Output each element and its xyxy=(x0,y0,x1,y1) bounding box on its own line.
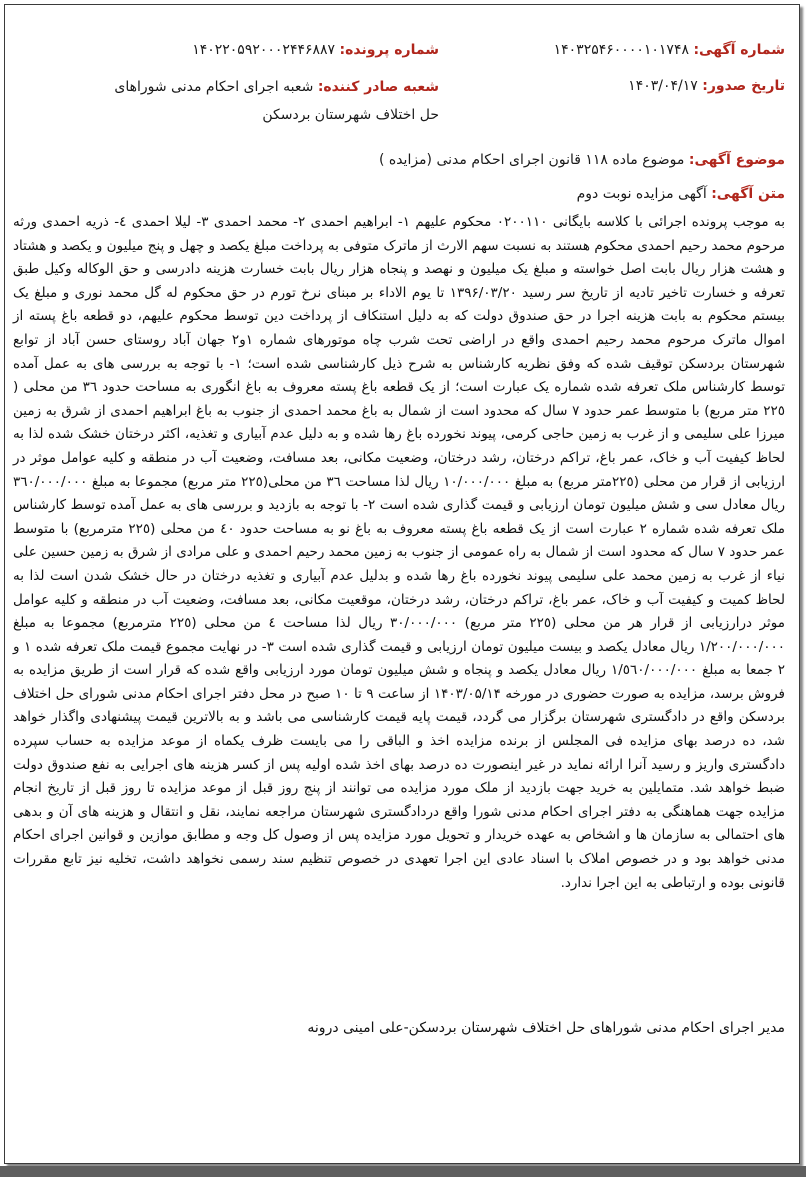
subject-row xyxy=(15,147,785,173)
notice-number-value: ۱۴۰۳۲۵۴۶۰۰۰۰۱۰۱۷۴۸ xyxy=(553,42,689,58)
case-number-value: ۱۴۰۲۲۰۵۹۲۰۰۰۲۴۴۶۸۸۷ xyxy=(192,42,336,58)
case-number-label: شماره پرونده: xyxy=(339,42,439,58)
issuing-branch-label: شعبه صادر کننده: xyxy=(317,79,439,95)
case-number-row xyxy=(192,37,439,63)
issuing-branch-row xyxy=(99,73,439,129)
bottom-bar xyxy=(0,1166,806,1177)
subject-label: موضوع آگهی: xyxy=(688,152,785,168)
notice-frame xyxy=(4,4,800,1164)
notice-number-row xyxy=(554,37,785,63)
text-label: متن آگهی: xyxy=(711,186,785,202)
issuing-branch-value: شعبه اجرای احکام مدنی شوراهای حل اختلاف شهرستان بردسکن xyxy=(114,79,439,123)
signature: مدیر اجرای احکام مدنی شوراهای حل اختلاف شهرستان بردسکن-علی امینی درونه xyxy=(307,1020,785,1036)
subject-value: موضوع ماده ۱۱۸ قانون اجرای احکام مدنی (مزایده ) xyxy=(378,152,685,168)
notice-body: به موجب پرونده اجرائی با کلاسه بایگانی ۰۲۰۰۱۱۰ محکوم علیهم ۱- ابراهیم احمدی ۲- محمد احمدی ۳- لیلا احمدی ٤- ذریه احمدی ورثه مرحوم محمد رحیم احمدی محکوم هستند به نسبت سهم الارث از ماترک متوفی به پرداخت مبلغ یکصد و چهل و پنج میلیون و یکصد و هشتاد و هشت هزار ریال بابت اصل خواسته و مبلغ یک میلیون و نهصد و پنجاه هزار ریال بابت خسارت هزینه دادرسی و حق الوکاله وکیل طبق تعرفه و خسارت تاخیر تادیه از تاریخ سر رسید ۱۳۹۶/۰۳/۲۰ تا یوم الاداء بر مبنای نرخ تورم در حق محکوم له گل محمد نوری و مبلغ یک بیستم محکوم به بابت هزینه اجرا در حق صندوق دولت که به دلیل استنکاف از پرداخت دین توسط محکوم علیهم، دو قطعه باغ پسته از اموال ماترک مرحوم محمد رحیم احمدی واقع در اراضی تحت شرب چاه موتورهای شماره ۱و۲ جهان آباد روستای حسن آباد از توابع شهرستان بردسکن توقیف شده که وفق نظریه کارشناس به شرح ذیل کارشناسی شده است؛ ۱- با توجه به بررسی های به عمل آمده توسط کارشناس ملک تعرفه شده شماره یک عبارت است؛ از یک قطعه باغ پسته معروف به باغ انگوری به مساحت حدود ٣٦ من محلی ( ٢٢٥ متر مربع) با متوسط عمر حدود ۷ سال که محدود است از شمال به باغ محمد احمدی از جنوب به باغ ابراهیم احمدی از شرق به زمین میرزا علی سلیمی و از غرب به زمین حاجی کرمی، پیوند نخورده باغ رها شده و به دلیل عدم آبیاری و تغذیه، اکثر درختان خشک شده لذا به لحاظ کیفیت آب و خاک، عمر باغ، تراکم درختان، رشد درختان، وضعیت مکانی، بعد مسافت، وضعیت آب در منطقه و کلیه عوامل موثر در ارزیابی از قرار من محلی (٢٢٥متر مربع) به مبلغ ۱۰/۰۰۰/۰۰۰ ریال لذا مساحت ٣٦ من محلی(٢٢٥ متر مربع) مجموعا به مبلغ ٣٦٠/٠٠٠/٠٠٠ ریال معادل سی و شش میلیون تومان ارزیابی و قیمت گذاری شده است ۲- با توجه به بازدید و بررسی های به عمل آمده توسط کارشناس ملک تعرفه شده شماره ۲ عبارت است از یک قطعه باغ پسته معروف به باغ نو به مساحت حدود ٤٠ من محلی (٢٢٥ مترمربع) با متوسط عمر حدود ۷ سال که محدود است از شمال به راه عمومی از جنوب به زمین محمد رحیم احمدی و علی مرادی از شرق به زمین حسین علی نیاء از غرب به زمین محمد علی سلیمی پیوند نخورده باغ رها شده و بدلیل عدم آبیاری و تغذیه درختان در حال خشک شدن است لذا به لحاظ کمیت و کیفیت آب و خاک، عمر باغ، تراکم درختان، رشد درختان، موقعیت مکانی، بعد مسافت، وضعیت آب در منطقه و کلیه عوامل موثر درارزیابی از قرار هر من محلی (٢٢٥ متر مربع) ٣٠/٠٠٠/٠٠٠ ریال لذا مساحت ٤ من محلی (٢٢٥ مترمربع) مجموعا به مبلغ ١/٢٠٠/٠٠٠/٠٠٠ ریال معادل یکصد و بیست میلیون تومان ارزیابی و قیمت گذاری شده است ۳- در نهایت مجموع قیمت ملک تعرفه شده ۱ و ۲ جمعا به مبلغ ١/٥٦٠/٠٠٠/٠٠٠ ریال معادل یکصد و پنجاه و شش میلیون تومان مورد ارزیابی واقع شده که قرار است از طریق مزایده به فروش برسد، مزایده به صورت حضوری در مورخه ۱۴۰۳/۰۵/۱۴ از ساعت ۹ تا ۱۰ صبح در محل دفتر اجرای احکام مدنی شورای حل اختلاف بردسکن واقع در دادگستری شهرستان برگزار می گردد، قیمت پایه قیمت کارشناسی می باشد و به بالاترین قیمت پیشنهادی واگذار خواهد شد، ده درصد بهای مزایده فی المجلس از برنده مزایده اخذ و الباقی را می بایست ظرف یکماه از موعد مزایده به حساب سپرده دادگستری واریز و رسید آنرا ارائه نماید در غیر اینصورت ده درصد بهای اخذ شده اولیه پس از کسر هزینه های اجرایی به نفع صندوق دولت ضبط خواهد شد. متمایلین به خرید جهت بازدید از ملک مورد مزایده می توانند از پنج روز قبل از موعد مزایده تا روز قبل از تاریخ انجام مزایده جهت هماهنگی به دفتر اجرای احکام مدنی شورا واقع دردادگستری شهرستان مراجعه نمایند، نقل و انتقال و هزینه های آن و بدهی های احتمالی به سازمان ها و اشخاص به عهده خریدار و تحویل مورد مزایده پس از وصول کل وجه و مطابق موازین و قوانین اجرای احکام مدنی خواهد بود و در خصوص املاک با اسناد عادی این اجرا تعهدی در خصوص تنظیم سند رسمی نخواهد داشت، تخلیه نیز تابع مقررات قانونی بوده و ارتباطی به این اجرا ندارد. xyxy=(13,214,786,891)
text-title: آگهی مزایده نوبت دوم xyxy=(576,186,707,202)
issue-date-label: تاریخ صدور: xyxy=(702,78,785,94)
issue-date-value: ۱۴۰۳/۰۴/۱۷ xyxy=(628,78,698,94)
text-title-row xyxy=(15,181,785,207)
notice-number-label: شماره آگهی: xyxy=(693,42,785,58)
issue-date-row xyxy=(628,73,785,99)
